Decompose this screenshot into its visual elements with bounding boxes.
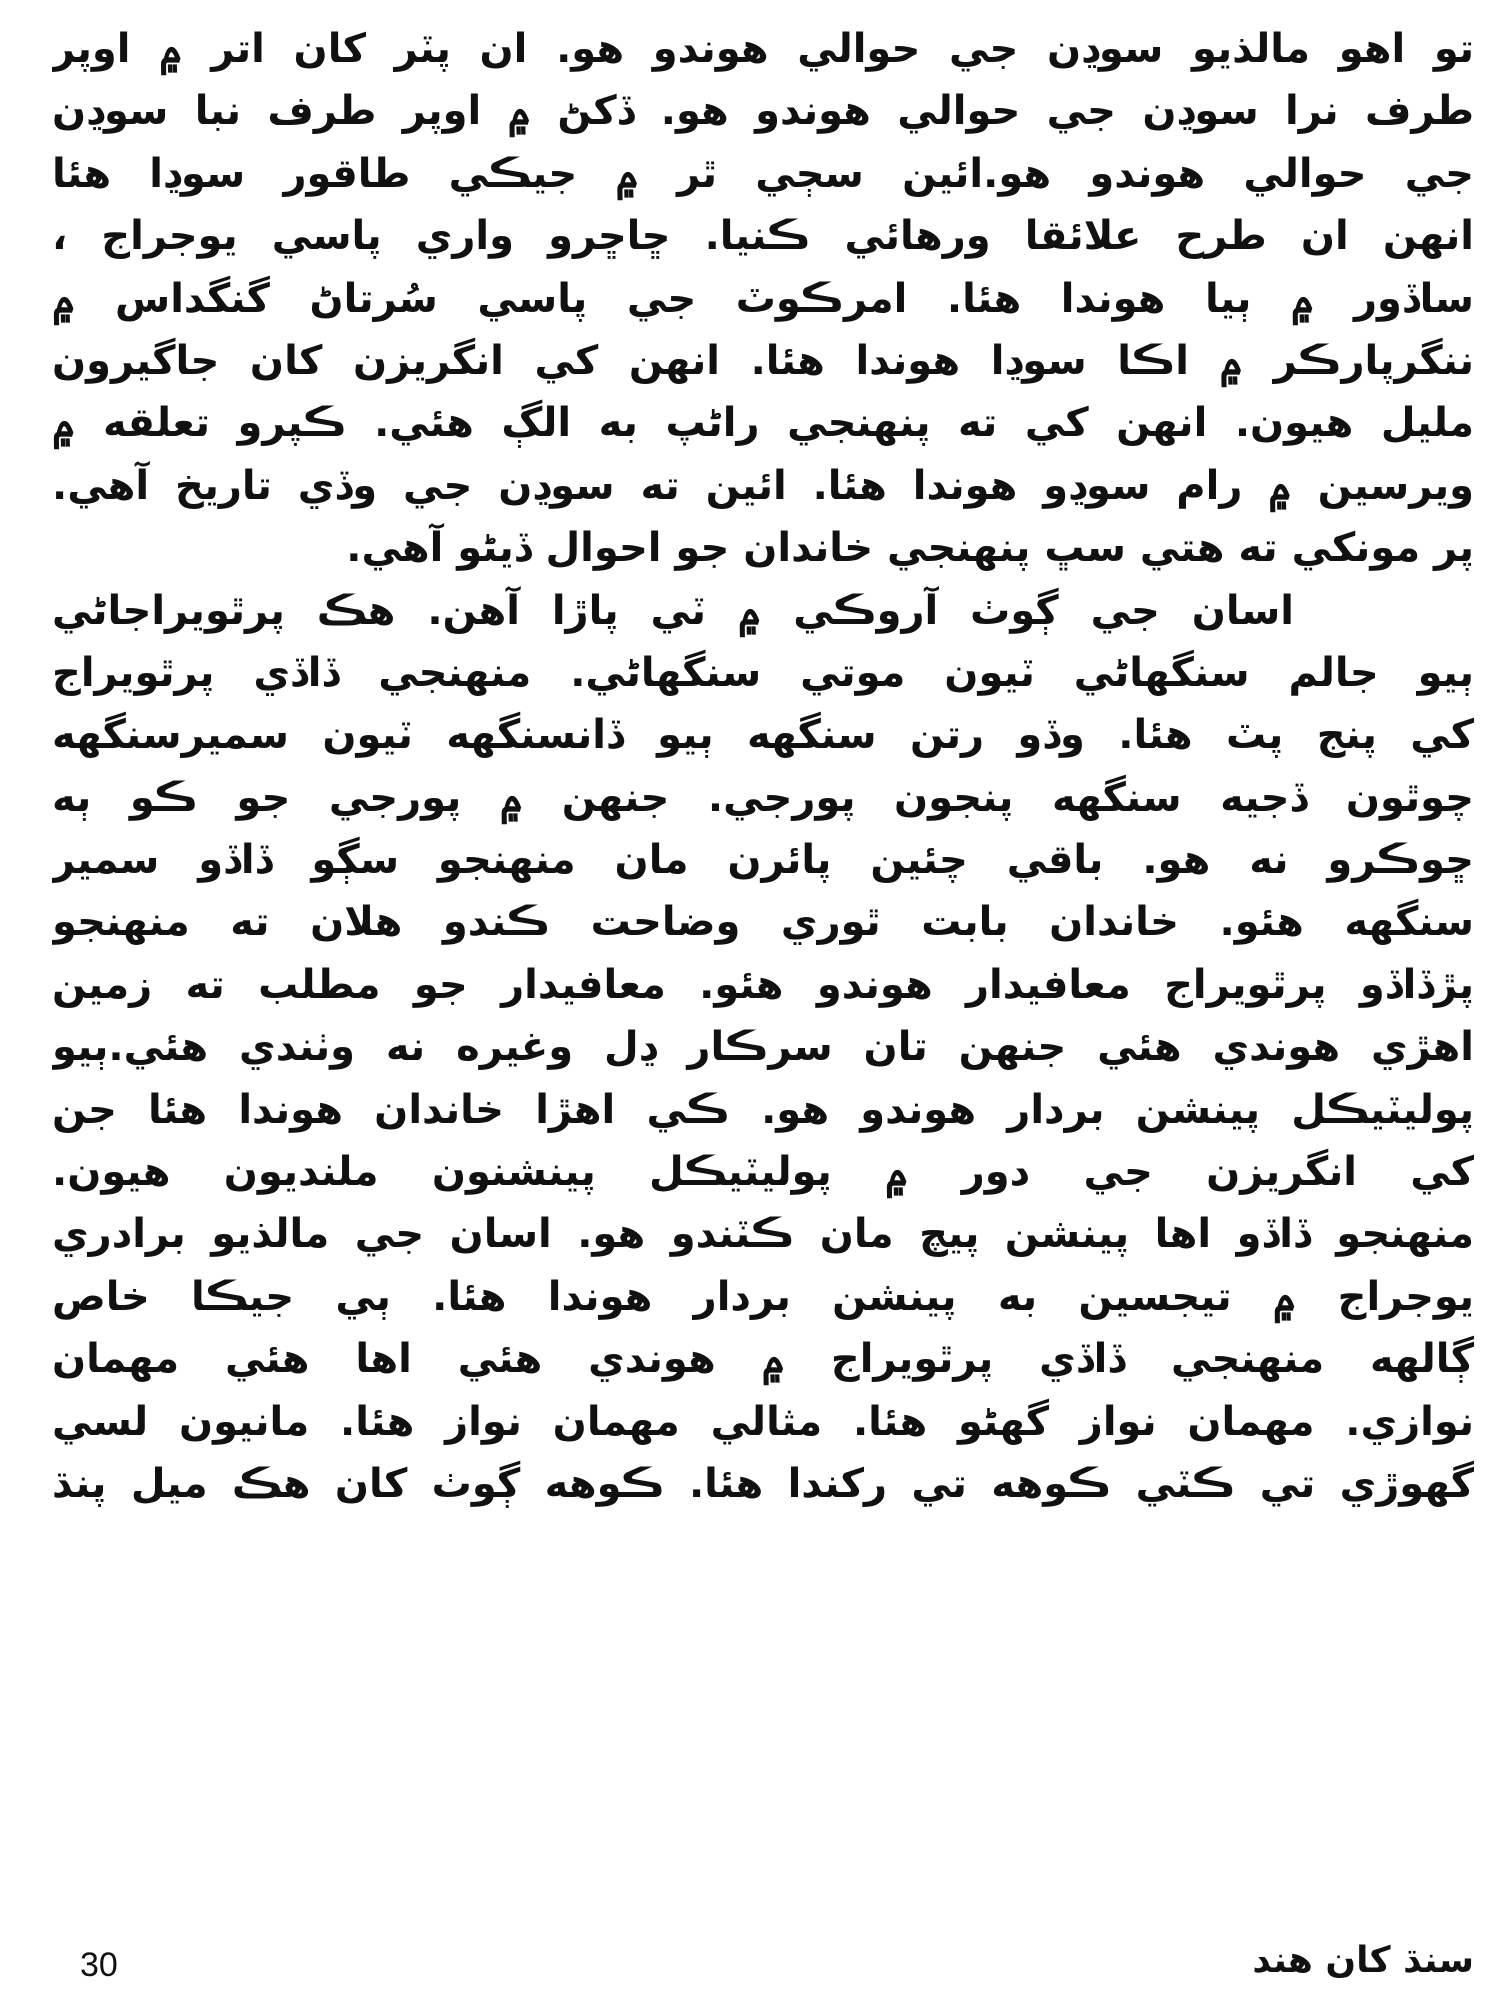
text-line: گهوڙي تي ڪٽي ڪوهه تي رکندا هئا. ڪوهه ڳوٺ کان هڪ ميل پنڌ: [52, 1460, 1474, 1507]
text-line: تو اهو مالذيو سوڍن جي حوالي هوندو هو. ان پٽر کان اتر ۾ اوپر: [52, 26, 1474, 72]
text-line: ننگرپارڪر ۾ اڪا سوڍا هوندا هئا. انهن کي انگريزن کان جاگيرون: [52, 337, 1474, 384]
text-line: ڳالهه منهنجي ڏاڏي پرٿويراج ۾ هوندي هئي اها هئي مهمان: [52, 1336, 1474, 1383]
book-title: سنڌ کان هند: [1252, 1940, 1474, 1981]
text-line: سنگهه هئو. خاندان بابت ٿوري وضاحت ڪندو هلان ته منهنجو: [52, 899, 1474, 946]
text-line: ويرسين ۾ رام سوڍو هوندا هئا. ائين ته سوڍن جي وڏي تاريخ آهي.: [52, 462, 1474, 509]
text-line: نوازي. مهمان نواز گهڻو هئا. مثالي مهمان نواز هئا. مانيون لسي: [52, 1398, 1474, 1445]
page-footer: [52, 1940, 1474, 1990]
text-line: پڙڏاڏو پرٿويراج معافيدار هوندو هئو. معافيدار جو مطلب ته زمين: [52, 961, 1474, 1008]
paragraph-end-line: پر مونکي ته هتي سڀ پنهنجي خاندان جو احوال ڏيڻو آهي.: [346, 525, 1474, 572]
text-line: يوجراج ۾ تيجسين به پينشن بردار هوندا هئا. ٻي جيڪا خاص: [52, 1273, 1474, 1320]
page-number: 30: [80, 1946, 118, 1984]
paragraph-first-line: اسان جي ڳوٺ آروڪي ۾ ٽي پاڙا آهن. هڪ پرٿويراجاڻي: [52, 587, 1294, 634]
text-line: پوليٽيڪل پينشن بردار هوندو هو. ڪي اهڙا خاندان هوندا هئا جن: [52, 1086, 1474, 1133]
text-line: ڇوڪرو نه هو. باقي چئين پائرن مان منهنجو سڳو ڏاڏو سمير: [52, 837, 1474, 884]
text-line: چوٿون ڏجيه سنگهه پنجون پورجي. جنهن ۾ پورجي جو ڪو ٻه: [52, 774, 1474, 821]
text-line: کي انگريزن جي دور ۾ پوليٽيڪل پينشنون ملنديون هيون.: [52, 1149, 1474, 1196]
text-line: مليل هيون. انهن کي ته پنهنجي راڻپ به الڳ هئي. ڪپرو تعلقه ۾: [52, 400, 1474, 447]
text-line: انهن ان طرح علائقا ورهائي ڪنيا. ڇاڇرو واري پاسي يوجراج ،: [52, 213, 1474, 260]
text-line: ٻيو جالم سنگهاڻي ٽيون موتي سنگهاڻي. منهنجي ڏاڏي پرٿويراج: [52, 649, 1474, 696]
text-line: منهنجو ڏاڏو اها پينشن پيچ مان ڪٽندو هو. اسان جي مالذيو برادري: [52, 1211, 1474, 1258]
page-body: [52, 18, 1474, 1515]
text-line: جي حوالي هوندو هو.ائين سڄي ٿر ۾ جيڪي طاقور سوڍا هئا: [52, 150, 1474, 197]
text-line: طرف نرا سوڍن جي حوالي هوندو هو. ڏکڻ ۾ اوپر طرف نبا سوڍن: [52, 88, 1474, 135]
text-line: اهڙي هوندي هئي جنهن تان سرڪار ڍل وغيره نه وٺندي هئي.ٻيو: [52, 1024, 1474, 1071]
text-line: کي پنج پٽ هئا. وڏو رتن سنگهه ٻيو ڏانسنگهه ٽيون سميرسنگهه: [52, 712, 1474, 759]
text-line: ساڏور ۾ ٻيا هوندا هئا. امرڪوٽ جي پاسي سُرتاڻ گنگداس ۾: [52, 275, 1474, 322]
